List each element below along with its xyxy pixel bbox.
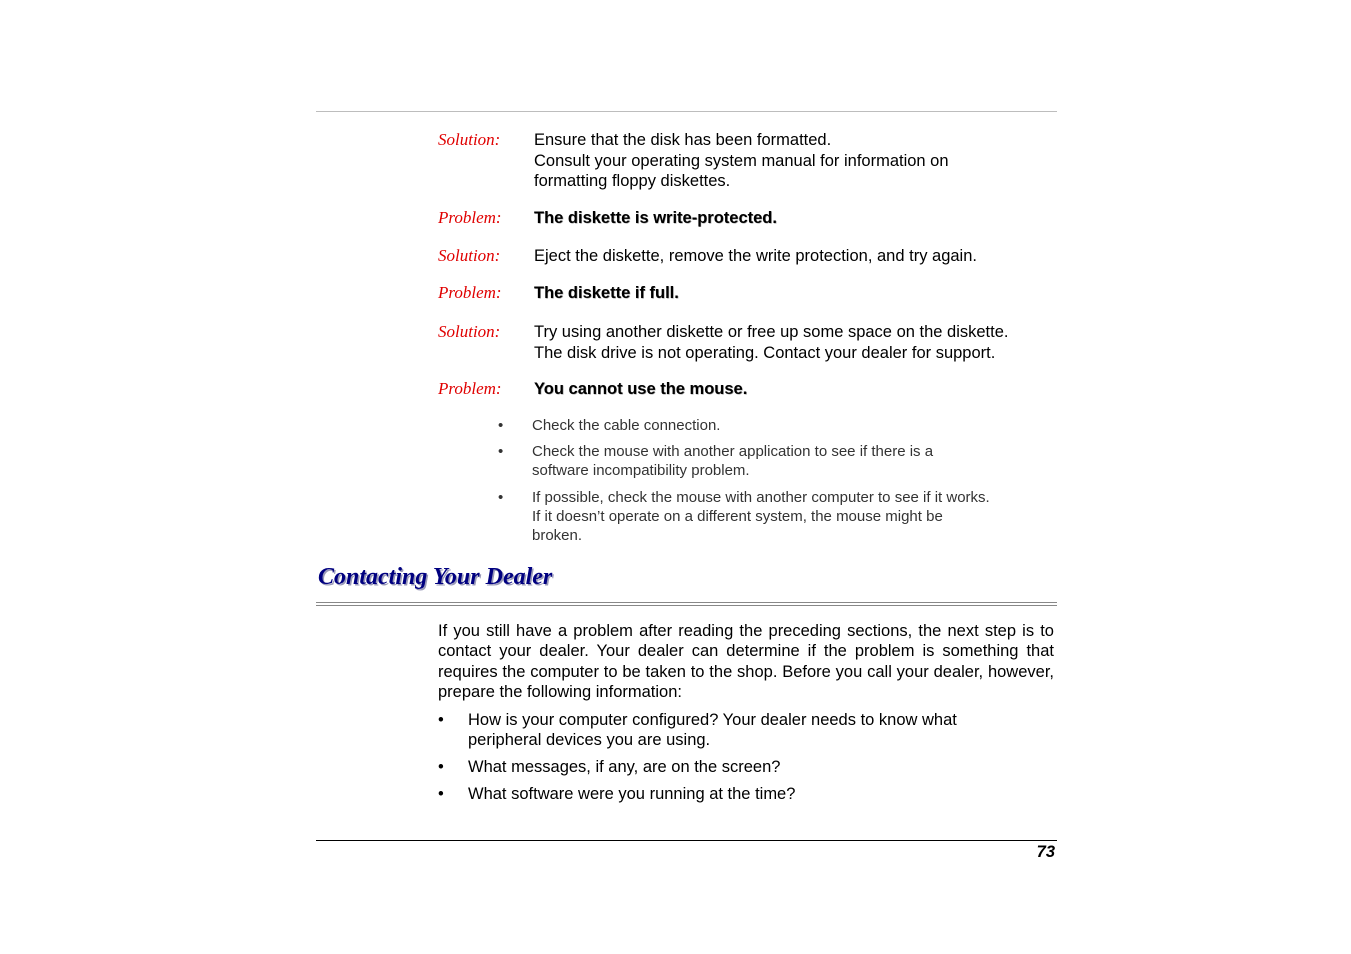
- bullet-icon: •: [498, 417, 504, 434]
- bullet-icon: •: [438, 758, 444, 776]
- section-heading: Contacting Your Dealer: [318, 564, 553, 590]
- problem-label: Problem:: [438, 283, 502, 302]
- problem-text: The diskette if full.: [534, 284, 679, 302]
- solution-text: Ensure that the disk has been formatted. Consult your operating system manual for information on formatting floppy diskettes.: [534, 131, 949, 190]
- bullet-icon: •: [498, 443, 504, 460]
- heading-rule: [316, 605, 1057, 606]
- section-paragraph: If you still have a problem after reading the preceding sections, the next step is to contact your dealer. Your dealer can determine if the problem is something that requires the computer to be taken to the shop. Before you call your dealer, however, prepare the following information:: [438, 622, 1054, 702]
- solution-label: Solution:: [438, 130, 501, 149]
- solution-text: Try using another diskette or free up some space on the diskette. The disk drive is not operating. Contact your dealer for support.: [534, 323, 1009, 362]
- bullet-icon: •: [438, 711, 444, 729]
- heading-rule: [316, 602, 1057, 603]
- bullet-icon: •: [498, 489, 504, 506]
- problem-label: Problem:: [438, 208, 502, 227]
- solution-text: Eject the diskette, remove the write protection, and try again.: [534, 247, 977, 265]
- solution-label: Solution:: [438, 322, 501, 341]
- header-rule: [316, 111, 1057, 112]
- footer-rule: [316, 840, 1057, 841]
- problem-text: The diskette is write-protected.: [534, 209, 777, 227]
- solution-label: Solution:: [438, 246, 501, 265]
- page-number: 73: [1036, 843, 1055, 861]
- problem-label: Problem:: [438, 379, 502, 398]
- problem-text: You cannot use the mouse.: [534, 380, 748, 398]
- bullet-icon: •: [438, 785, 444, 803]
